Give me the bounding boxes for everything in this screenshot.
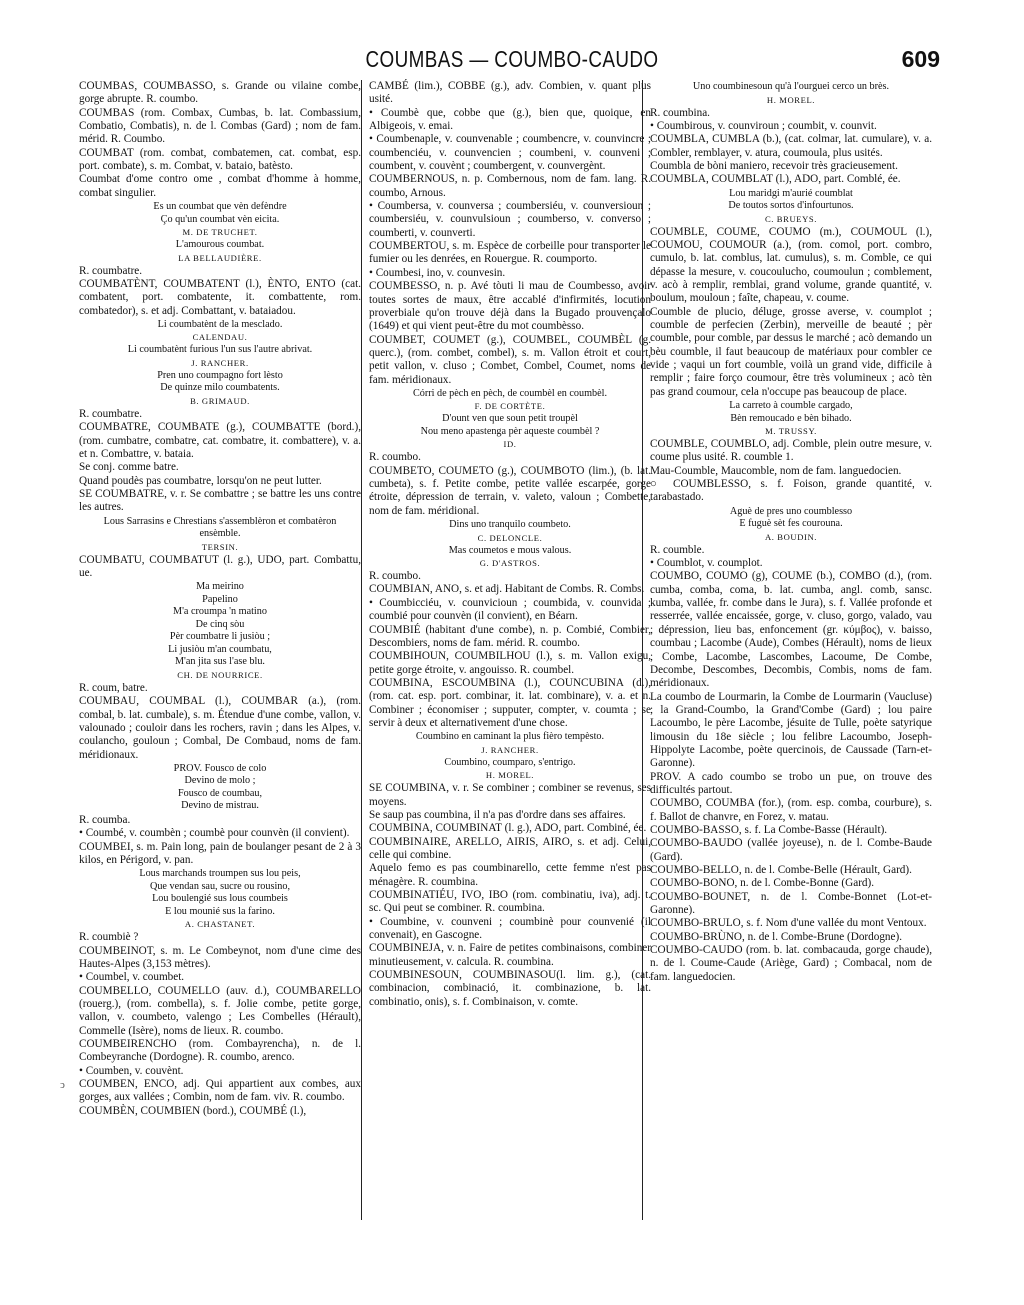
dictionary-entry: R. coumbatre. (79, 264, 143, 277)
quotation-author: G. D'ASTROS. (479, 558, 541, 569)
page-number: 609 (901, 46, 940, 72)
dictionary-entry: COUMBATU, COUMBATUT (l. g.), UDO, part. Combattu, ue. (79, 553, 361, 580)
dictionary-entry: COUMBINEJA, v. n. Faire de petites combinaisons, combiner minutieusement, v. calcula. R. coumbina. (369, 942, 651, 968)
dictionary-entry: COUMBIHOUN, COUMBILHOU (l.), s. m. Vallon exigu, petite gorge étroite, v. angouisso. R. coumbel. (369, 650, 651, 676)
quotation-author: CH. DE NOURRICE. (177, 669, 263, 680)
dictionary-entry: COUMBLE, COUMBLO, adj. Comble, plein outre mesure, v. coume plus usité. R. coumble 1. (650, 438, 932, 464)
text-column-left (79, 80, 361, 1118)
text-column-middle (369, 80, 651, 1009)
dictionary-entry: R. coumbina. (650, 106, 710, 119)
dictionary-entry: ○ COUMBLESSO, s. f. Foison, grande quantité, v. tarabastado. (650, 478, 932, 504)
dictionary-entry: • Coumbersa, v. counversa ; coumbersiéu, v. counversioun ; coumbersiéu, v. counvulsioun ; coumberso, v. converso ; coumberti, v. counverti. (369, 200, 651, 239)
dictionary-entry: COUMBERTOU, s. m. Espèce de corbeille pour transporter le fumier ou les denrées, en Rouergue. R. coumporto. (369, 240, 651, 266)
quotation-author: J. RANCHER. (481, 744, 539, 755)
quotation: Córri de pèch en pèch, de coumbèl en coumbèl. (412, 387, 608, 399)
dictionary-entry: COUMBO-BASSO, s. f. La Combe-Basse (Hérault). (650, 823, 888, 836)
quotation: PROV. Fousco de colo Devino de molo ; Fousco de coumbau, Devino de mistrau. (173, 762, 267, 812)
dictionary-entry: COUMBIAN, ANO, s. et adj. Habitant de Combs. R. Combs. (369, 583, 645, 596)
quotation-author: ID. (503, 439, 517, 450)
dictionary-entry: COUMBO-BOUNET, n. de l. Combe-Bonnet (Lot-et-Garonne). (650, 890, 932, 917)
dictionary-entry: COUMBINA, ESCOUMBINA (l.), COUNCUBINA (d.), (rom. cat. esp. port. combinar, it. lat. combinare), v. a. et n. Combiner ; économiser ; supputer, compter, v. coumta ; se servir à deux et alternativement d'une chose. (369, 676, 651, 729)
dictionary-entry: COUMBLA, CUMBLA (b.), (cat. colmar, lat. cumulare), v. a. Combler, remblayer, v. atura, coumoula, plus usités. (650, 133, 932, 159)
dictionary-entry: COUMBO-BELLO, n. de l. Combe-Belle (Hérault, Gard). (650, 864, 912, 876)
dictionary-entry: COUMBEN, ENCO, adj. Qui appartient aux combes, aux gorges, aux vallées ; Combin, nom de fam. viv. R. coumbo. (79, 1078, 361, 1104)
dictionary-entry: La coumbo de Lourmarin, la Combe de Lourmarin (Vaucluse) ; la Grand-Coumbo, la Grand'Combe (Gard) ; lou paire Lacoumbo, le père Lacombe, jésuite de Tulle, poète satyrique limousin du 18e siècle ; lou felibre Lacoumbo, Joseph-Hippolyte Lacombe, poète quercinois, de Caussade (Tarn-et-Garonne). (650, 690, 932, 770)
dictionary-entry: COUMBAS, COUMBASSO, s. Grande ou vilaine combe, gorge abrupte. R. coumbo. (79, 80, 361, 106)
dictionary-entry: COUMBEIRENCHO (rom. Combayrencha), n. de l. Combeyranche (Dordogne). R. coumbo, arenco. (79, 1038, 361, 1064)
dictionary-entry: • Coumbine, v. counveni ; coumbinè pour counvenié (il convenait), en Gascogne. (369, 915, 651, 942)
dictionary-entry: COUMBERNOUS, n. p. Combernous, nom de fam. lang. R. coumbo, Arnous. (369, 173, 651, 199)
dictionary-entry: R. coumble. (650, 543, 705, 556)
dictionary-entry: COUMBIÉ (habitant d'une combe), n. p. Combié, Combier, Descombiers, noms de fam. mérid. R. coumbo. (369, 623, 651, 649)
quotation: Li coumbatènt de la mesclado. (157, 318, 283, 330)
dictionary-entry: Quand poudès pas coumbatre, lorsqu'on ne peut lutter. (79, 474, 322, 487)
dictionary-entry: • Coumbel, v. coumbet. (79, 971, 185, 984)
dictionary-entry: COUMBLA, COUMBLAT (l.), ADO, part. Comblé, ée. (650, 173, 901, 186)
quotation: Es un coumbat que vèn defèndre Ço qu'un coumbat vèn eicita. (153, 201, 287, 225)
quotation-author: A. CHASTANET. (184, 919, 256, 930)
quotation: Dins uno tranquilo coumbeto. (449, 519, 571, 531)
dictionary-entry: COUMBAS (rom. Combax, Cumbas, b. lat. Combassium, Combatio, Combatis), n. de l. Combas (Gard) ; nom de fam. mérid. R. Coumbo. (79, 106, 361, 146)
quotation: Coumbino, coumparo, s'entrigo. (444, 756, 576, 768)
dictionary-entry: COUMBO-BONO, n. de l. Combe-Bonne (Gard). (650, 877, 875, 890)
quotation: L'amourous coumbat. (175, 239, 265, 251)
dictionary-entry: Aquelo femo es pas coumbinarello, cette femme n'est pas ménagère. R. coumbina. (369, 862, 651, 888)
dictionary-entry: COUMBATRE, COUMBATE (g.), COUMBATTE (bord.), (rom. cumbatre, combatre, cat. combatre, it. combattere), v. a. et n. Combattre, v. bataia. (79, 421, 361, 460)
quotation: La carreto à coumble cargado, Bèn remoucado e bèn bihado. (729, 400, 853, 424)
dictionary-entry: COUMBINESOUN, COUMBINASOU(l. lim. g.), (cat. combinacion, combinació, it. combinazione, b. lat. combinatio, onis), s. f. Combinaison, v. comte. (369, 969, 651, 1008)
dictionary-entry: COUMBEI, s. m. Pain long, pain de boulanger pesant de 2 à 3 kilos, en Périgord, v. pan. (79, 840, 361, 866)
quotation-author: M. TRUSSY. (765, 426, 817, 437)
quotation: Pren uno coumpagno fort lèsto De quinze milo coumbatents. (157, 369, 283, 394)
dictionary-entry: COUMBETO, COUMETO (g.), COUMBOTO (lim.), (b. lat. cumbeta), s. f. Petite combe, petite vallée escarpée, gorge étroite, dépression de terrain, v. valeto, valoun ; Combette, nom de fam. méridional. (369, 464, 651, 517)
dictionary-entry: • Coumbirous, v. counviroun ; coumbit, v. counvit. (650, 119, 877, 132)
quotation: Lous Sarrasins e Chrestians s'assemblèron et combatèron ensèmble. (103, 515, 337, 540)
quotation-author: A. BOUDIN. (764, 531, 818, 542)
dictionary-entry: COUMBO-BRÙNO, n. de l. Combe-Brune (Dordogne). (650, 930, 903, 943)
quotation-author: LA BELLAUDIÈRE. (178, 252, 262, 263)
quotation: Aguè de pres uno coumblesso E fuguè sèt fes courouna. (729, 505, 853, 530)
dictionary-entry: • Coumbenaple, v. counvenable ; coumbencre, v. counvincre ; coumbenciéu, v. counvencien ; coumbeni, v. counveni ; coumbent, v. couvènt ; coumbergent, v. counvergènt. (369, 133, 651, 173)
dictionary-entry: SE COUMBINA, v. r. Se combiner ; combiner se revenus, ses moyens. (369, 782, 651, 808)
dictionary-entry: COUMBESSO, n. p. Avé tòuti li mau de Coumbesso, avoir toutes sortes de maux, être accablé d'infirmités, locution proverbiale qu'on trouve déjà dans la Bugado prouvençalo (1649) et qui vient peut-être du mot coumbèsso. (369, 280, 651, 333)
dictionary-entry: R. coumbiè ? (79, 931, 139, 944)
quotation: Lou maridgi m'aurié coumblat De toutos sortos d'infourtunos. (728, 187, 854, 212)
quotation: Coumbino en caminant la plus fièro tempèsto. (415, 731, 605, 743)
quotation-author: H. MOREL. (766, 94, 816, 105)
dictionary-entry: R. coumbatre. (79, 407, 143, 420)
quotation-author: M. DE TRUCHET. (182, 227, 258, 238)
column-rule (361, 80, 362, 1220)
dictionary-entry: • Coumbè que, cobbe que (g.), bien que, quoique, en Albigeois, v. emai. (369, 106, 651, 133)
dictionary-entry: Mau-Coumble, Maucomble, nom de fam. languedocien. (650, 464, 902, 477)
dictionary-entry: Coumbat d'ome contro ome , combat d'homme à homme, combat singulier. (79, 173, 361, 199)
dictionary-entry: COUMBO, COUMBA (for.), (rom. esp. comba, courbure), s. f. Ballot de chanvre, en Forez, v. matau. (650, 797, 932, 823)
dictionary-entry: • Coumbé, v. coumbèn ; coumbè pour counvèn (il convient). (79, 827, 350, 840)
dictionary-entry: COUMBET, COUMET (g.), COUMBEL, COUMBÈL (g. querc.), (rom. combet, combel), s. m. Vallon étroit et court, petit vallon, v. cluso ; Combet, Combel, Coumet, noms de fam. méridionaux. (369, 333, 651, 386)
dictionary-entry: Se conj. comme batre. (79, 461, 179, 474)
text-column-right (650, 80, 932, 984)
dictionary-entry: R. coum, batre. (79, 681, 148, 694)
quotation-author: C. BRUEYS. (764, 213, 818, 224)
dictionary-entry: COUMBINAIRE, ARELLO, AIRIS, AIRO, s. et adj. Celui, celle qui combine. (369, 835, 651, 861)
quotation: Uno coumbinesoun qu'à l'ourguei cerco un brès. (692, 81, 890, 92)
quotation-author: H. MOREL. (485, 770, 535, 781)
quotation-author: F. DE CORTÈTE. (474, 401, 546, 412)
dictionary-entry: COUMBLE, COUME, COUMO (m.), COUMOUL (l.), COUMOU, COUMOUR (a.), (rom. comol, port. combro, cumulo, b. lat. comblus, lat. cumulus), s. m. Comble, ce qui dépasse la mesure, v. coucoulucho, coumoulun ; comblement, v. acò à remplir, remblai, grand volume, grande quantité, v. boulum, mouloun ; faîte, chapeau, v. coume. (650, 225, 932, 305)
quotation-author: C. DELONCLE. (477, 532, 543, 543)
dictionary-entry: COUMBATÈNT, COUMBATENT (l.), ÈNTO, ENTO (cat. combatent, port. combatente, it. combattente, rom. combatedor), s. et adj. Combattant, v. bataiadou. (79, 277, 361, 317)
dictionary-entry: COUMBÈN, COUMBIEN (bord.), COUMBÉ (l.), (79, 1104, 307, 1117)
dictionary-entry: • Coumbesi, ino, v. counvesin. (369, 266, 506, 279)
dictionary-entry: SE COUMBATRE, v. r. Se combattre ; se battre les uns contre les autres. (79, 488, 361, 514)
dictionary-entry: • Coumben, v. couvènt. (79, 1064, 184, 1077)
dictionary-entry: COUMBEINOT, s. m. Le Combeynot, nom d'une cime des Hautes-Alpes (3,153 mètres). (79, 944, 361, 971)
dictionary-entry: PROV. A cado coumbo se trobo un pue, on trouve des difficultés partout. (650, 770, 932, 796)
dictionary-entry: R. coumbo. (369, 570, 421, 583)
quotation: D'ount ven que soun petit troupèl Nou meno apastenga pèr aqueste coumbèl ? (420, 413, 600, 437)
running-head: COUMBAS — COUMBO-CAUDO (365, 46, 659, 72)
dictionary-entry: COUMBO-BRULO, s. f. Nom d'une vallée du mont Ventoux. (650, 917, 927, 930)
dictionary-entry: Coumbla de bòni maniero, recevoir très gracieusement. (650, 159, 898, 172)
quotation-author: TERSIN. (201, 541, 239, 552)
dictionary-entry: R. coumbo. (369, 451, 421, 464)
dictionary-entry: • Coumblot, v. coumplot. (650, 557, 763, 570)
dictionary-entry: • Coumbicciéu, v. counvicioun ; coumbida, v. counvida ; coumbié pour counvèn (il convient), en Béarn. (369, 596, 651, 623)
quotation-author: J. RANCHER. (191, 357, 249, 368)
quotation-author: B. GRIMAUD. (190, 395, 250, 406)
dictionary-entry: COUMBELLO, COUMELLO (auv. d.), COUMBARELLO (rouerg.), (rom. combella), s. f. Jolie combe, petite gorge, vallon, v. coumbeto, valengo ; Les Combelles (Hérault), Commelle (Isère), noms de lieux. R. coumbo. (79, 984, 361, 1037)
dictionary-entry: COUMBO-CAUDO (rom. b. lat. combacauda, gorge chaude), n. de l. Coume-Caude (Ariège, Gard) ; Combacal, nom de fam. languedocien. (650, 944, 932, 983)
dictionary-entry: COUMBAT (rom. combat, combatemen, cat. combat, esp. port. combate), s. m. Combat, v. bataio, batèsto. (79, 146, 361, 173)
dictionary-entry: COUMBAU, COUMBAL (l.), COUMBAR (a.), (rom. combal, b. lat. cumbale), s. m. Étendue d'une combe, vallon, v. valounado ; couloir dans les rochers, ravin ; dans les Alpes, v. coulancho, gouloun ; Combal, De Combaud, noms de fam. méridionaux. (79, 695, 361, 761)
dictionary-entry: R. coumba. (79, 813, 131, 826)
dictionary-entry: CAMBÉ (lim.), COBBE (g.), adv. Combien, v. quant plus usité. (369, 80, 651, 106)
quotation: Mas coumetos e mous valous. (448, 544, 572, 556)
dictionary-entry: COUMBINATIÉU, IVO, IBO (rom. combinatiu, iva), adj. t. sc. Qui peut se combiner. R. coumbina. (369, 889, 651, 915)
quotation-author: CALENDAU. (192, 332, 248, 343)
margin-mark: ↄ (60, 1079, 65, 1091)
quotation: Ma meirino Papelino M'a croumpa 'n matino De cinq sòu Pèr coumbatre li jusiòu ; Li jusiòu m'an coumbatu, M'an jita sus l'ase blu. (168, 581, 272, 668)
dictionary-entry: COUMBO, COUMO (g), COUME (b.), COMBO (d.), (rom. cumba, comba, coma, b. lat. cumba, angl. comb, sansc. kumba, vallée, fr. combe dans le Jura), s. f. Vallée profonde et resserrée, vallée encaissée, gorge, v. cluso, gorgo, valado, vau ; dépression, lieu bas, enfoncement (gr. κύμβος), v. baisso, coumbau ; Lacombe (Aude), Combes (Hérault), noms de lieux ; Combe, Lacombe, Lascombes, Lacoume, De Combe, Decombe, Descombes, Decombis, Combis, noms de fam. méridionaux. (650, 570, 932, 690)
dictionary-entry: Se saup pas coumbina, il n'a pas d'ordre dans ses affaires. (369, 808, 626, 821)
dictionary-entry: COUMBO-BAUDO (vallée joyeuse), n. de l. Combe-Baude (Gard). (650, 837, 932, 863)
dictionary-entry: COUMBINA, COUMBINAT (l. g.), ADO, part. Combiné, ée. (369, 822, 647, 835)
quotation: Lous marchands troumpen sus lou peis, Que vendan sau, sucre ou rousino, Lou boulengié sus lous coumbeis E lou mounié sus la farino. (139, 868, 301, 917)
quotation: Li coumbatènt furious l'un sus l'autre abrivat. (127, 344, 313, 356)
dictionary-entry: Coumble de plucio, déluge, grosse averse, v. coumplot ; coumble de perfecien (Zerbin), merveille de beauté ; pèr coumble, pour comble, par dessus le marché ; acò demando un bèu coumble, il faut beaucoup de matériaux pour combler ce vide ; vaqui un fort coumble, voilà un grand vide, difficile à remplir ; faire forço coumour, être très volumineux ; acò tèn pas grand coumour, cela n'occupe pas beaucoup de place. (650, 305, 932, 398)
